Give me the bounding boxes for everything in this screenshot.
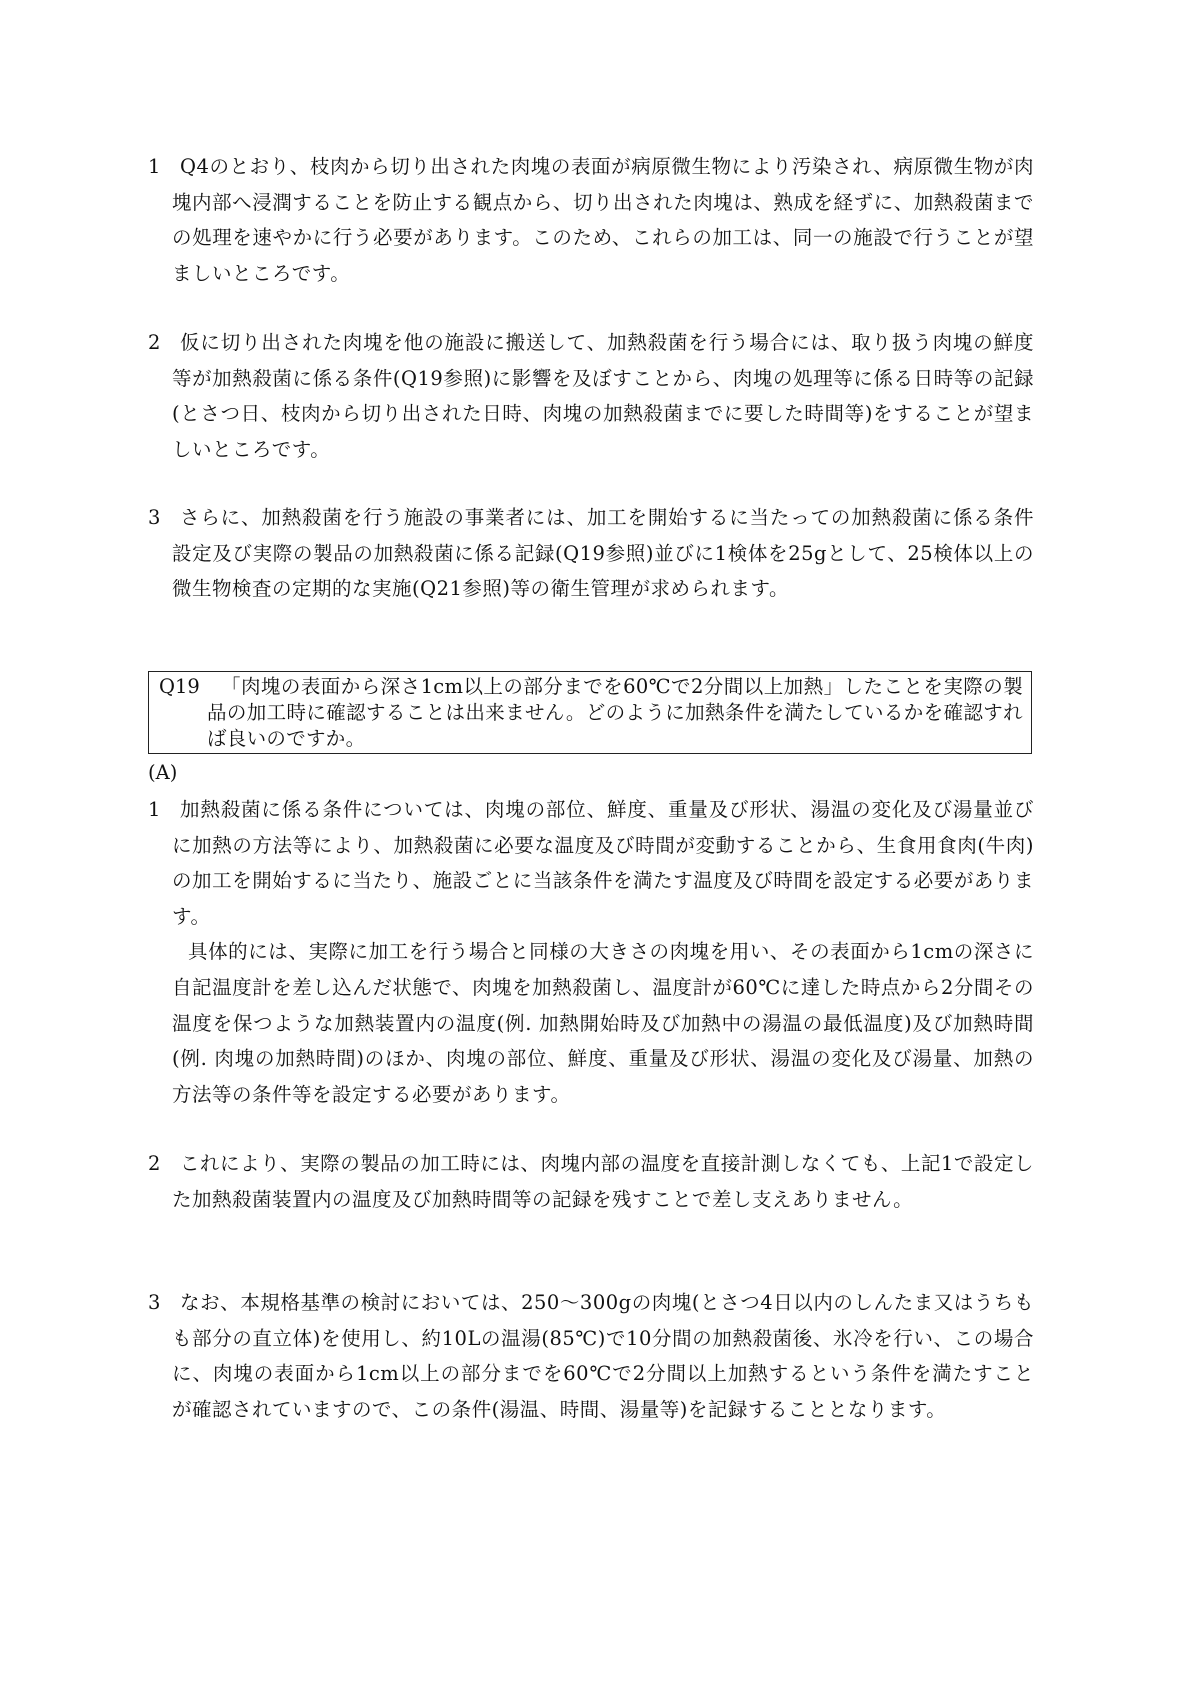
question-label: Q19 — [159, 675, 200, 698]
answer-label: (A) — [148, 761, 178, 784]
paragraph-text: さらに、加熱殺菌を行う施設の事業者には、加工を開始するに当たっての加熱殺菌に係る条件設定及び実際の製品の加熱殺菌に係る記録(Q19参照)並びに1検体を25gとして、25検体以上の微生物検査の定期的な実施(Q21参照)等の衛生管理が求められます。 — [172, 506, 1034, 601]
paragraph-number: 3 — [148, 1291, 161, 1314]
question-text: 「肉塊の表面から深さ1cm以上の部分までを60℃で2分間以上加熱」したことを実際の製品の加工時に確認することは出来ません。どのように加熱条件を満たしているかを確認すれば良いのですか。 — [207, 675, 1023, 750]
paragraph-text: これにより、実際の製品の加工時には、肉塊内部の温度を直接計測しなくても、上記1で設定した加熱殺菌装置内の温度及び加熱時間等の記録を残すことで差し支えありません。 — [172, 1152, 1034, 1211]
paragraph-number: 1 — [148, 155, 161, 178]
answer-paragraph-2 — [148, 1146, 1034, 1217]
question-box — [148, 671, 1032, 754]
paragraph-text: Q4のとおり、枝肉から切り出された肉塊の表面が病原微生物により汚染され、病原微生物が肉塊内部へ浸潤することを防止する観点から、切り出された肉塊は、熟成を経ずに、加熱殺菌までの処理を速やかに行う必要があります。このため、これらの加工は、同一の施設で行うことが望ましいところです。 — [172, 155, 1034, 285]
paragraph-number: 2 — [148, 1152, 161, 1175]
paragraph-text: 加熱殺菌に係る条件については、肉塊の部位、鮮度、重量及び形状、湯温の変化及び湯量並びに加熱の方法等により、加熱殺菌に必要な温度及び時間が変動することから、生食用食肉(牛肉)の加工を開始するに当たり、施設ごとに当該条件を満たす温度及び時間を設定する必要があります。 — [172, 798, 1034, 928]
paragraph-number: 2 — [148, 331, 161, 354]
paragraph-text: なお、本規格基準の検討においては、250～300gの肉塊(とさつ4日以内のしんたま又はうちもも部分の直立体)を使用し、約10Lの温湯(85℃)で10分間の加熱殺菌後、氷冷を行い、この場合に、肉塊の表面から1cm以上の部分までを60℃で2分間以上加熱するという条件を満たすことが確認されていますので、この条件(湯温、時間、湯量等)を記録することとなります。 — [172, 1291, 1034, 1421]
paragraph-number: 1 — [148, 798, 161, 821]
paragraph-number: 3 — [148, 506, 161, 529]
paragraph-3 — [148, 500, 1034, 607]
answer-paragraph-3 — [148, 1285, 1034, 1427]
answer-paragraph-1 — [148, 792, 1034, 1112]
paragraph-1 — [148, 149, 1034, 291]
paragraph-text: 仮に切り出された肉塊を他の施設に搬送して、加熱殺菌を行う場合には、取り扱う肉塊の鮮度等が加熱殺菌に係る条件(Q19参照)に影響を及ぼすことから、肉塊の処理等に係る日時等の記録(とさつ日、枝肉から切り出された日時、肉塊の加熱殺菌までに要した時間等)をすることが望ましいところです。 — [172, 331, 1034, 461]
paragraph-2 — [148, 325, 1034, 467]
paragraph-subtext: 具体的には、実際に加工を行う場合と同様の大きさの肉塊を用い、その表面から1cmの深さに自記温度計を差し込んだ状態で、肉塊を加熱殺菌し、温度計が60℃に達した時点から2分間その温度を保つような加熱装置内の温度(例. 加熱開始時及び加熱中の湯温の最低温度)及び加熱時間(例. 肉塊の加熱時間)のほか、肉塊の部位、鮮度、重量及び形状、湯温の変化及び湯量、加熱の方法等の条件等を設定する必要があります。 — [172, 940, 1034, 1106]
